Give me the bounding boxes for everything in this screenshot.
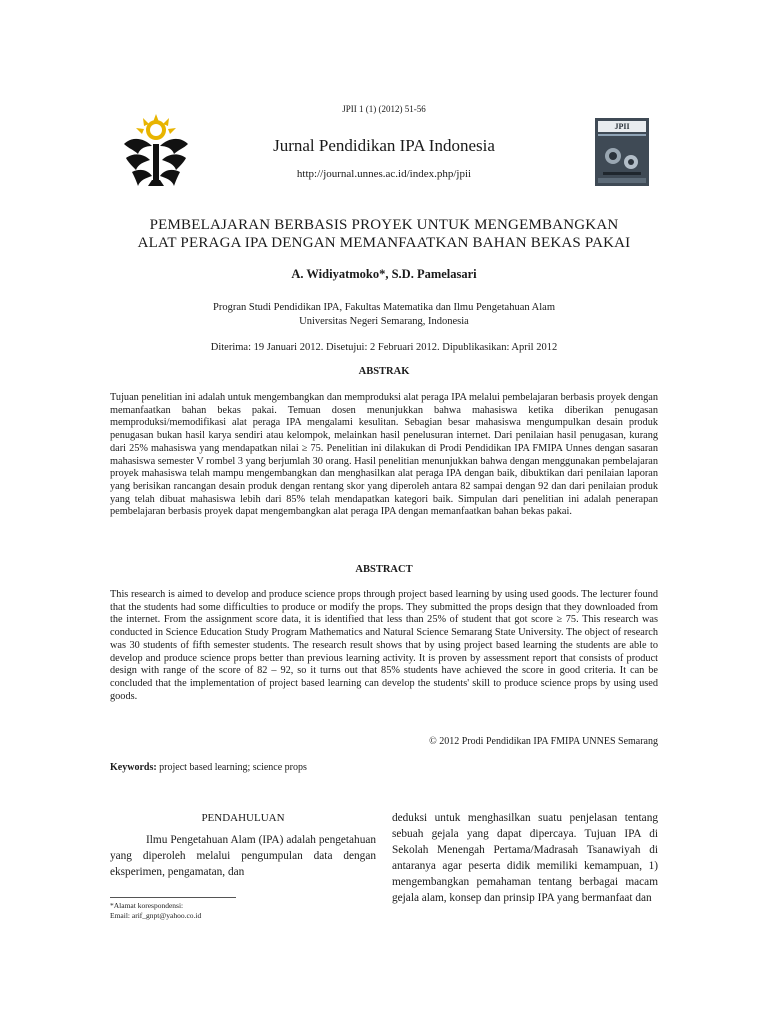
footnote [110, 901, 376, 921]
article-authors: A. Widiyatmoko*, S.D. Pamelasari [291, 267, 477, 281]
abstract-body: This research is aimed to develop and produce science props through project based learning by using used goods. The lecturer found that the students had some difficulties to produce or modify the props. They submitted the props design that they downloaded from the internet. From the assignment score data, it is identified that less than 25% of student that got score ≥ 75. This research was conducted in Science Education Study Program Mathematics and Natural Science Semarang State University. The object of research was 30 students of fifth semester students. The research result shows that by using project based learning the students are able to develop and produce science props better than previous learning activity. It is proven by assessment report that consists of product design with range of the score of 82 – 92, so it turns out that 85% students have achieved the score in good criteria. It can be concluded that the implementation of project based learning can develop the students' skill to produce science props by using used goods. [110, 589, 658, 702]
footnote-divider [110, 897, 236, 898]
left-column-paragraph: Ilmu Pengetahuan Alam (IPA) adalah pengetahuan yang diperoleh melalui pengumpulan data dengan eksperimen, pengamatan, dan [110, 834, 376, 878]
article-title [60, 216, 708, 252]
affiliation-line-1: Progran Studi Pendidikan IPA, Fakultas Matematika dan Ilmu Pengetahuan Alam [213, 302, 555, 313]
author-affiliation [0, 301, 768, 329]
keywords-value: project based learning; science props [156, 762, 307, 773]
footnote-line-1: *Alamat korespondensi: [110, 901, 184, 910]
journal-cover-icon [595, 118, 649, 186]
copyright-notice: © 2012 Prodi Pendidikan IPA FMIPA UNNES Semarang [429, 736, 658, 747]
abstract-heading: ABSTRACT [355, 564, 413, 575]
title-line-2: ALAT PERAGA IPA DENGAN MEMANFAATKAN BAHAN BEKAS PAKAI [137, 235, 631, 251]
journal-url[interactable]: http://journal.unnes.ac.id/index.php/jpii [296, 168, 472, 180]
abstrak-heading: ABSTRAK [358, 366, 410, 377]
cover-label: JPII [614, 122, 630, 131]
journal-name: Jurnal Pendidikan IPA Indonesia [273, 136, 495, 155]
title-line-1: PEMBELAJARAN BERBASIS PROYEK UNTUK MENGEMBANGKAN [149, 217, 619, 233]
keywords [110, 762, 658, 773]
section-heading: PENDAHULUAN [201, 812, 285, 824]
journal-code: JPII 1 (1) (2012) 51-56 [342, 104, 426, 114]
footnote-email[interactable]: Email: arif_gnpt@yahoo.co.id [110, 911, 202, 920]
right-column-paragraph: deduksi untuk menghasilkan suatu penjelasan tentang sebuah gejala yang dapat dipercaya. Tujuan IPA di Sekolah Menengah Pertama/Madrasah Tsanawiyah di antaranya agar peserta didik memiliki kemampuan, 1) mengembangkan pemahaman tentang berbagai macam gejala alam, konsep dan prinsip IPA yang bermanfaat dan [392, 812, 658, 904]
affiliation-line-2: Universitas Negeri Semarang, Indonesia [299, 316, 469, 327]
publication-dates: Diterima: 19 Januari 2012. Disetujui: 2 Februari 2012. Dipublikasikan: April 2012 [210, 342, 558, 353]
keywords-label: Keywords: [110, 762, 157, 773]
abstrak-body: Tujuan penelitian ini adalah untuk mengembangkan dan memproduksi alat peraga IPA melalui pembelajaran berbasis proyek dengan memanfaatkan bahan bekas pakai. Temuan dosen menunjukkan bahwa mahasiswa ketika diberikan penugasan memproduksi/memodifikasi alat peraga IPA mengalami kesulitan. Sebagian besar mahasiswa mengumpulkan desain produk penugasan bukan hasil karya sendiri atau kelompok, melainkan hasil penelusuran internet. Dari penilaian hasil penugasan, kurang dari 25% mahasiswa yang mendapatkan nilai ≥ 75. Penelitian ini dilakukan di Prodi Pendidikan IPA FMIPA Unnes dengan sasaran mahasiswa semester V rombel 3 yang berjumlah 30 orang. Hasil penelitian menunjukkan bahwa dengan menggunakan pembelajaran proyek mahasiswa telah mampu mengembangkan dan menghasilkan alat peraga IPA dengan baik, dibuktikan dari penilaian laporan yang berisikan rancangan desain produk dengan rentang skor yang diperoleh antara 82 sampai dengan 92 dan dari penilaian produk yang telah dibuat mahasiswa lebih dari 85% telah mendapatkan kategori baik. Simpulan dari penelitian ini adalah penerapan pembelajaran berbasis proyek dapat mengembangkan alat peraga IPA dengan memanfaatkan bahan bekas pakai. [110, 392, 658, 518]
